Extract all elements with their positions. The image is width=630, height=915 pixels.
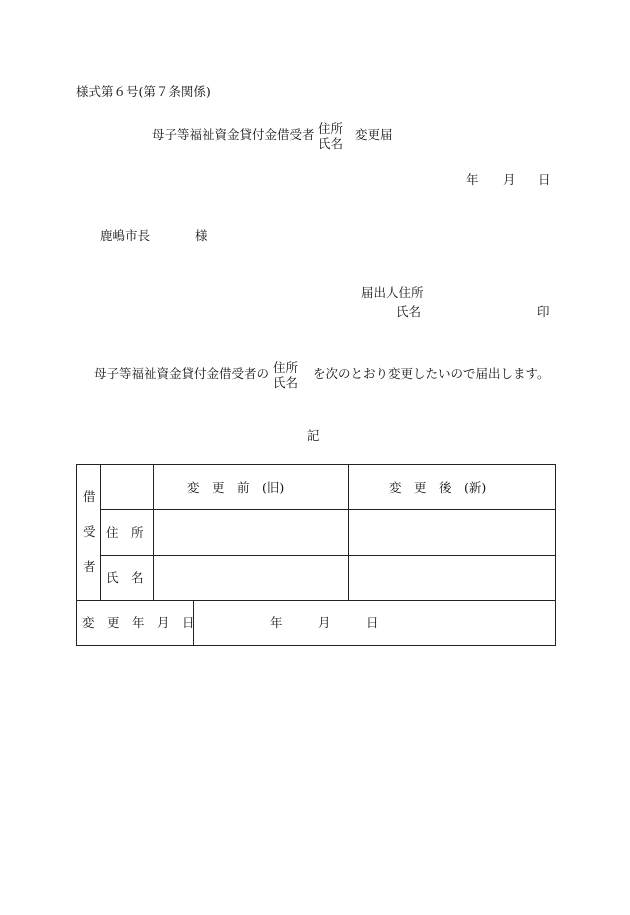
date-day: 日 bbox=[538, 172, 551, 187]
name-after-cell[interactable] bbox=[349, 556, 555, 600]
address-before-cell[interactable] bbox=[154, 510, 348, 555]
title-options bbox=[318, 121, 343, 151]
row-label-address: 住 所 bbox=[106, 525, 144, 540]
header-before: 変 更 前 (旧) bbox=[187, 480, 285, 495]
date-month: 月 bbox=[503, 172, 516, 187]
body-options bbox=[273, 360, 298, 390]
seal-mark: 印 bbox=[537, 304, 550, 319]
title-prefix: 母子等福祉資金貸付金借受者 bbox=[152, 127, 315, 142]
borrower-char-2: 受 bbox=[83, 524, 96, 539]
title-option-address: 住所 bbox=[318, 121, 344, 136]
table-line-v1 bbox=[100, 464, 101, 600]
addressee-mayor: 鹿嶋市長 bbox=[100, 228, 151, 243]
borrower-char-1: 借 bbox=[83, 489, 96, 504]
title-option-name: 氏名 bbox=[318, 136, 344, 151]
change-date-day: 日 bbox=[366, 615, 379, 630]
change-date-label: 変 更 年 月 日 bbox=[82, 615, 195, 630]
name-before-cell[interactable] bbox=[154, 556, 348, 600]
change-date-month: 月 bbox=[318, 615, 331, 630]
addressee-honorific: 様 bbox=[195, 228, 208, 243]
ki-heading: 記 bbox=[307, 428, 320, 443]
applicant-name-label: 氏名 bbox=[396, 304, 422, 319]
date-year: 年 bbox=[466, 172, 479, 187]
body-option-name: 氏名 bbox=[273, 375, 299, 390]
change-date-year: 年 bbox=[270, 615, 283, 630]
body-option-address: 住所 bbox=[273, 360, 299, 375]
header-after: 変 更 後 (新) bbox=[389, 480, 487, 495]
body-suffix: を次のとおり変更したいので届出します。 bbox=[313, 366, 550, 381]
row-label-name: 氏 名 bbox=[106, 570, 144, 585]
body-prefix: 母子等福祉資金貸付金借受者の bbox=[94, 366, 270, 381]
title-suffix: 変更届 bbox=[355, 127, 393, 142]
borrower-char-3: 者 bbox=[83, 559, 96, 574]
form-number-label: 様式第６号(第７条関係) bbox=[76, 84, 211, 99]
address-after-cell[interactable] bbox=[349, 510, 555, 555]
table-line-h3 bbox=[76, 600, 556, 601]
applicant-address-label: 届出人住所 bbox=[361, 285, 424, 300]
